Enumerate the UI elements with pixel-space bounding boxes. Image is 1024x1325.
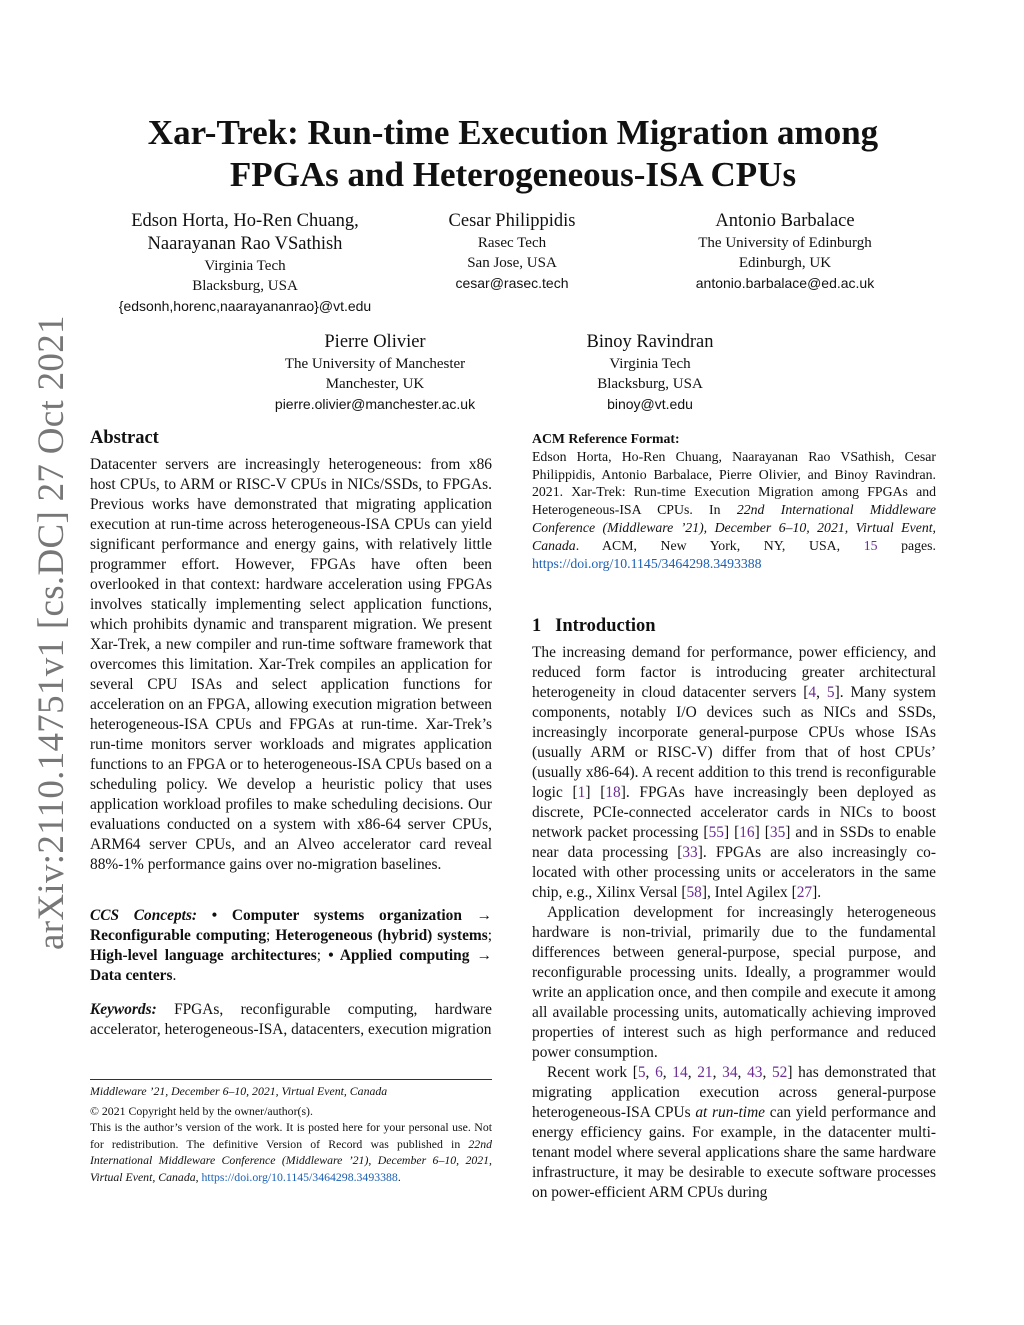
- citation-link[interactable]: 55: [708, 824, 724, 841]
- introduction-section: [532, 614, 936, 1203]
- author-email: cesar@rasec.tech: [455, 275, 569, 291]
- author-email: pierre.olivier@manchester.ac.uk: [274, 396, 476, 412]
- citation-link[interactable]: 16: [739, 824, 755, 841]
- acm-reference-heading: ACM Reference Format:: [532, 431, 680, 446]
- abstract-section: [90, 426, 492, 875]
- acm-reference: [532, 430, 936, 572]
- ccs-concepts: CCS Concepts: • Computer systems organization → Reconfigurable computing; Heterogeneous (hybrid) systems; High-level language architectures; • Applied computing → Data centers.: [90, 907, 492, 984]
- citation-link[interactable]: 1: [577, 784, 586, 801]
- author-affiliation: Virginia Tech: [204, 258, 286, 274]
- author-name: Antonio Barbalace: [715, 211, 855, 231]
- introduction-body: [532, 643, 936, 1203]
- abstract-text: Datacenter servers are increasingly heterogeneous: from x86 host CPUs, to ARM or RISC-V CPUs in NICs/SSDs, to FPGAs. Previous works have demonstrated that migrating application execution at run-time across heterogeneous-ISA CPUs can yield significant performance and energy gains, with relatively little programmer effort. However, FPGAs have often been overlooked in that context: hardware acceleration using FPGAs involves statically implementing select application functions, which prohibits dynamic and transparent migration. We present Xar-Trek, a new compiler and run-time software framework that overcomes this limitation. Xar-Trek compiles an application for several CPU ISAs and select application functions for acceleration on an FPGA, allowing execution migration between heterogeneous-ISA CPUs and FPGAs at run-time. Xar-Trek’s run-time monitors server workloads and migrates application functions to an FPGA or to heterogeneous-ISA CPUs based on a scheduling policy. We develop a heuristic policy that uses application workload profiles to make scheduling decisions. Our evaluations conducted on a system with x86-64 server CPUs, ARM64 server CPUs, and an Alveo accelerator card reveal 88%-1% performance gains over no-migration baselines.: [90, 456, 492, 873]
- author-name: Cesar Philippidis: [448, 211, 576, 231]
- citation-link[interactable]: 6: [655, 1064, 663, 1081]
- citation-link[interactable]: 52: [771, 1064, 788, 1081]
- citation-link[interactable]: 4: [808, 684, 817, 701]
- citation-link[interactable]: 33: [682, 844, 698, 861]
- author-names-line-1: Edson Horta, Ho-Ren Chuang,: [131, 211, 359, 231]
- citation-link[interactable]: 35: [769, 824, 786, 841]
- author-affiliation: Virginia Tech: [609, 356, 691, 372]
- intro-paragraph-2: Application development for increasingly heterogeneous hardware is non-trivial, primarily due to the fundamental differences between general-purpose, special purpose, and reconfigurable processing units. Ideally, a programmer would write an application once, and then compile and execute it among all available processing units, automatically achieving improved properties of interest such as high performance and reduced power consumption.: [532, 904, 936, 1061]
- author-names-line-2: Naarayanan Rao VSathish: [147, 234, 343, 254]
- intro-paragraph-1: The increasing demand for performance, power efficiency, and reduced form factor is introducing greater architectural heterogeneity in cloud datacenter servers [4, 5]. Many system components, notably I/O devices such as NICs and SSDs, increasingly incorporate general-purpose CPUs whose ISAs (usually ARM or RISC-V) differ from that of host CPUs’ (usually x86-64). A recent addition to this trend is reconfigurable logic [1] [18]. FPGAs have increasingly been deployed as discrete, PCIe-connected accelerator cards in NICs to boost network packet processing [55] [16] [35] and in SSDs to enable near data processing [33]. FPGAs are also increasingly co-located with other processing units or accelerators in the same chip, e.g., Xilinx Versal [58], Intel Agilex [27].: [532, 644, 937, 901]
- citation-link[interactable]: 27: [796, 884, 813, 901]
- acm-reference-text: Edson Horta, Ho-Ren Chuang, Naarayanan Rao VSathish, Cesar Philippidis, Antonio Barbalace, Pierre Olivier, and Binoy Ravindran. 2021. Xar-Trek: Run-time Execution Migration among FPGAs and Heterogeneous-ISA CPUs. In 22nd International Middleware Conference (Middleware ’21), December 6–10, 2021, Virtual Event, Canada. ACM, New York, NY, USA, 15 pages. https://doi.org/10.1145/3464298.3493388: [532, 448, 936, 571]
- citation-link[interactable]: 5: [637, 1064, 646, 1081]
- citation-link[interactable]: 43: [747, 1064, 763, 1081]
- keywords: [90, 1000, 492, 1040]
- ccs-concept-4: • Applied computing → Data centers: [90, 947, 492, 984]
- citation-link[interactable]: 5: [826, 684, 835, 701]
- author-email: antonio.barbalace@ed.ac.uk: [695, 275, 875, 291]
- ccs-concept-3: High-level language architectures: [90, 947, 317, 964]
- ccs-label: CCS Concepts:: [90, 907, 198, 924]
- author-location: Edinburgh, UK: [738, 255, 832, 271]
- intro-paragraph-3: Recent work [5, 6, 14, 21, 34, 43, 52] has demonstrated that migrating application execution across general-purpose heterogeneous-ISA CPUs at run-time can yield performance and energy efficiency gains. For example, in the datacenter multi-tenant model where several applications share the same hardware infrastructure, it may be desirable to execute software processes on power-efficient ARM CPUs during: [532, 1064, 937, 1201]
- paper-title: [90, 112, 936, 196]
- author-location: Blacksburg, USA: [192, 278, 298, 294]
- footnote-doi-link[interactable]: https://doi.org/10.1145/3464298.3493388: [201, 1169, 398, 1184]
- ccs-concept-2: Heterogeneous (hybrid) systems: [275, 927, 488, 944]
- author-affiliation: Rasec Tech: [477, 235, 547, 251]
- footnote-text: This is the author’s version of the work. It is posted here for your personal use. Not for redistribution. The definitive Version of Record was published in 22nd International Middleware Conference (Middleware ’21), December 6–10, 2021, Virtual Event, Canada, https://doi.org/10.1145/3464298.3493388.: [90, 1120, 492, 1184]
- author-name: Binoy Ravindran: [586, 332, 714, 352]
- ccs-concept-1: • Computer systems organization → Reconfigurable computing: [90, 907, 492, 944]
- footnote-venue: Middleware ’21, December 6–10, 2021, Virtual Event, Canada: [90, 1084, 388, 1098]
- author-affiliation: The University of Edinburgh: [698, 235, 872, 251]
- title-line-2: FPGAs and Heterogeneous-ISA CPUs: [229, 155, 797, 194]
- footnote-copyright: © 2021 Copyright held by the owner/author(s).: [90, 1103, 313, 1118]
- title-line-1: Xar-Trek: Run-time Execution Migration among: [147, 113, 879, 152]
- author-location: Manchester, UK: [325, 376, 425, 392]
- citation-link[interactable]: 21: [697, 1064, 713, 1081]
- arxiv-identifier: arXiv:2110.14751v1 [cs.DC] 27 Oct 2021: [31, 315, 72, 950]
- author-block-binoy: [535, 331, 765, 414]
- keywords-label: Keywords:: [90, 1001, 157, 1018]
- author-affiliation: The University of Manchester: [284, 356, 466, 372]
- section-title: Introduction: [555, 616, 656, 636]
- citation-link[interactable]: 18: [605, 784, 621, 801]
- citation-link[interactable]: 34: [722, 1064, 738, 1081]
- author-name: Pierre Olivier: [324, 332, 426, 352]
- author-email: {edsonh,horenc,naarayananrao}@vt.edu: [118, 298, 372, 314]
- author-email: binoy@vt.edu: [607, 396, 693, 412]
- acm-doi-link[interactable]: https://doi.org/10.1145/3464298.3493388: [532, 555, 762, 571]
- author-block-antonio: [660, 210, 910, 293]
- author-location: Blacksburg, USA: [597, 376, 703, 392]
- citation-link[interactable]: 58: [686, 884, 702, 901]
- footnote: [90, 1083, 492, 1185]
- author-location: San Jose, USA: [467, 255, 557, 271]
- footnote-rule: [90, 1079, 492, 1080]
- author-block-pierre: [245, 331, 505, 414]
- introduction-heading: [532, 614, 936, 638]
- citation-link[interactable]: 14: [672, 1064, 688, 1081]
- acm-pages-link[interactable]: 15: [863, 537, 878, 553]
- author-block-cesar: [402, 210, 622, 293]
- section-number: 1: [532, 616, 542, 636]
- keywords-text: FPGAs, reconfigurable computing, hardware accelerator, heterogeneous-ISA, datacenters, execution migration: [90, 1001, 492, 1038]
- author-block-vt: [95, 210, 395, 316]
- abstract-heading: Abstract: [90, 428, 159, 448]
